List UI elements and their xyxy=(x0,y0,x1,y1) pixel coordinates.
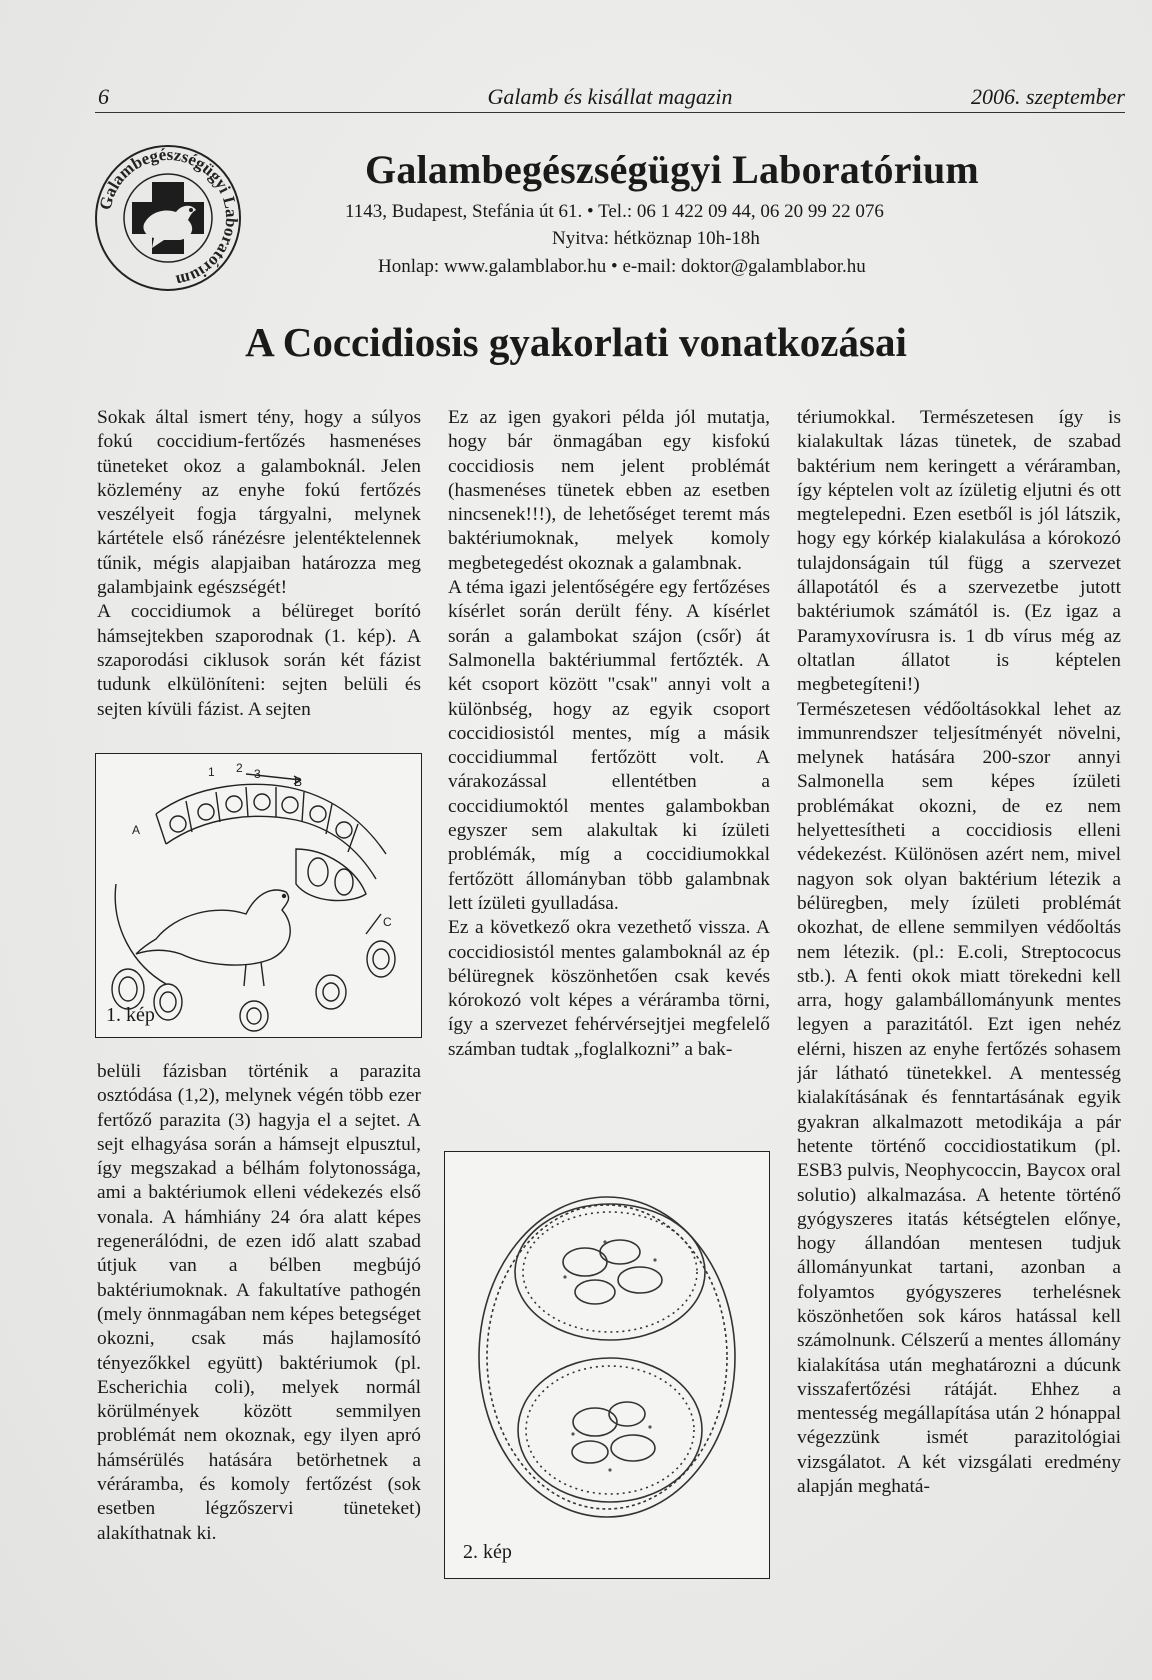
paragraph: Sokak által ismert tény, hogy a súlyos fokú coccidium-fertőzés hasmenéses tüneteket okoz a galamboknál. Jelen közlemény az enyhe fokú fertőzés veszélyeit fogja tárgyalni, melynek kártétele első ránézésre jelentéktelennek tűnik, mégis alapjaiban határozza meg galambjaink egészségét! xyxy=(97,407,421,599)
column-2 xyxy=(448,406,770,1136)
paragraph: Ez a következő okra vezethető vissza. A coccidiosistól mentes galamboknál az ép bélüregnek köszönhetően csak kevés kórokozó volt képes a véráramba törni, így a szervezet fehérvérsejtjei megfelelő számban tudtak „foglalkozni” a bak- xyxy=(448,917,770,1060)
lab-hours: Nyitva: hétköznap 10h-18h xyxy=(552,228,760,249)
issue-date: 2006. szeptember xyxy=(971,84,1125,109)
paragraph: belüli fázisban történik a parazita osztódása (1,2), melynek végén több ezer fertőző parazita (3) hagyja el a sejtet. A sejt elhagyása során a hámsejt elpusztul, így megszakad a bélhám folytonossága, ami a baktériumok elleni védekezés első vonala. A hámhiány 24 óra alatt képes regenerálódni, de ezen idő alatt szabad útjuk van a bélben megbújó baktériumoknak. A fakultatíve pathogén (mely önnmagában nem képes betegséget okozni, csak más hajlamosító tényezőkkel együtt) baktériumok (pl. Escherichia coli), melyek normál körülmények között semmilyen problémát nem okoznak, egy ilyen apró hámsérülés hatására betörhetnek a véráramba, és komoly fertőzést (sok esetben légzőszervi tüneteket) alakíthatnak ki. xyxy=(97,1061,421,1544)
oocyst-micrograph-illustration xyxy=(445,1152,769,1578)
article-title: A Coccidiosis gyakorlati vonatkozásai xyxy=(245,319,907,365)
figure-2 xyxy=(444,1151,770,1579)
figure-label: 1 xyxy=(208,765,215,779)
running-header xyxy=(95,82,1125,113)
page-number: 6 xyxy=(98,84,109,109)
coccidium-lifecycle-illustration xyxy=(96,754,421,1037)
figure-1 xyxy=(95,753,422,1038)
paragraph: Ez az igen gyakori példa jól mutatja, hogy bár önmagában egy kisfokú coccidiosis nem jelent problémát (hasmenéses tünetek ebben az esetben nincsenek!!!), de lehetőséget teremt más baktériumoknak, melyek komoly megbetegedést okoznak a galambnak. xyxy=(448,407,770,574)
lab-address: 1143, Budapest, Stefánia út 61. • Tel.: 06 1 422 09 44, 06 20 99 22 076 xyxy=(345,201,884,222)
column-3 xyxy=(797,406,1121,1586)
figure-label: A xyxy=(132,823,141,837)
paragraph: A téma igazi jelentőségére egy fertőzéses kísérlet során derült fény. A kísérlet során a galambokat szájon (csőr) át Salmonella baktériummal fertőzték. A két csoport között "csak" annyi volt a különbség, hogy az egyik csoport coccidiosistól mentes, míg a másik coccidiummal fertőzött volt. A várakozással ellentétben a coccidiumoktól mentes galambokban egyszer sem alakultak ki ízületi problémák, míg a coccidiumokkal fertőzött állományban több galambnak lett ízületi gyulladása. xyxy=(448,577,770,914)
column-1-top xyxy=(97,406,421,750)
figure-caption: 1. kép xyxy=(106,1004,155,1026)
lab-contact: Honlap: www.galamblabor.hu • e-mail: doktor@galamblabor.hu xyxy=(378,256,866,277)
magazine-title: Galamb és kisállat magazin xyxy=(487,84,733,109)
paragraph: Természetesen védőoltásokkal lehet az immunrendszer teljesítményét növelni, melynek hatására 200-szor annyi Salmonella sem képes ízületi problémákat okozni, de ez nem helyettesítheti a coccidiosis elleni védekezést. Különösen azért nem, mivel nagyon sok olyan baktérium létezik a bélüregben, mely ízületi problémát okozhat, de ellene semmilyen védőoltás nem létezik. (pl.: E.coli, Streptococus stb.). A fenti okok miatt törekedni kell arra, hogy galambállományunk mentes legyen a parazitától. Ezt igen nehéz elérni, hiszen az enyhe fertőzés sohasem jár látható tünetekkel. A mentesség kialakításának és fenntartásának egyik gyakran alkalmazott metodikája a pár hetente történő coccidiostatikum (pl. ESB3 pulvis, Neophycoccin, Baycox oral solutio) alkalmazása. A hetente történő gyógyszeres itatás kétségtelen előnye, hogy állandóan mentesen tudjuk állományunkat tartani, azonban a folyamtos gyógyszeres terhelésnek köszönhetően sok káros hatással kell számolnunk. Célszerű a mentes állomány kialakítása után meghatározni a dúcunk visszafertőzési rátáját. Ehhez a mentesség megállapítása után 2 hónappal végezzünk ismét parazitológiai vizsgálatot. A két vizsgálati eredmény alapján meghatá- xyxy=(797,698,1121,1498)
column-1-bottom xyxy=(97,1060,421,1585)
paragraph: A coccidiumok a bélüreget borító hámsejtekben szaporodnak (1. kép). A szaporodási ciklusok során két fázist tudunk elkülöníteni: sejten belüli és sejten kívüli fázist. A sejten xyxy=(97,601,421,720)
lab-logo xyxy=(92,142,244,294)
figure-label: C xyxy=(383,915,392,929)
figure-label: 3 xyxy=(254,767,261,781)
paragraph: tériumokkal. Természetesen így is kialakultak lázas tünetek, de szabad baktérium nem keringett a véráramban, így képtelen volt az ízületig eljutni és ott megtelepedni. Ezen esetből is jól látszik, hogy egy kórkép kialakulása a kórokozó tulajdonságain túl függ a szervezet állapotától és a szervezetbe jutott baktériumok számától is. (Ez igaz a Paramyxovírusra is. 1 db vírus még az oltatlan állatot is képtelen megbetegíteni!) xyxy=(797,407,1121,696)
figure-label: 2 xyxy=(236,761,243,775)
lab-name: Galambegészségügyi Laboratórium xyxy=(365,147,979,192)
logo-seal-icon xyxy=(92,142,244,294)
svg-text:Galambegészségügyi Laboratóriu: Galambegészségügyi Laboratórium xyxy=(95,144,242,291)
figure-label: B xyxy=(294,775,303,789)
figure-caption: 2. kép xyxy=(463,1541,512,1563)
